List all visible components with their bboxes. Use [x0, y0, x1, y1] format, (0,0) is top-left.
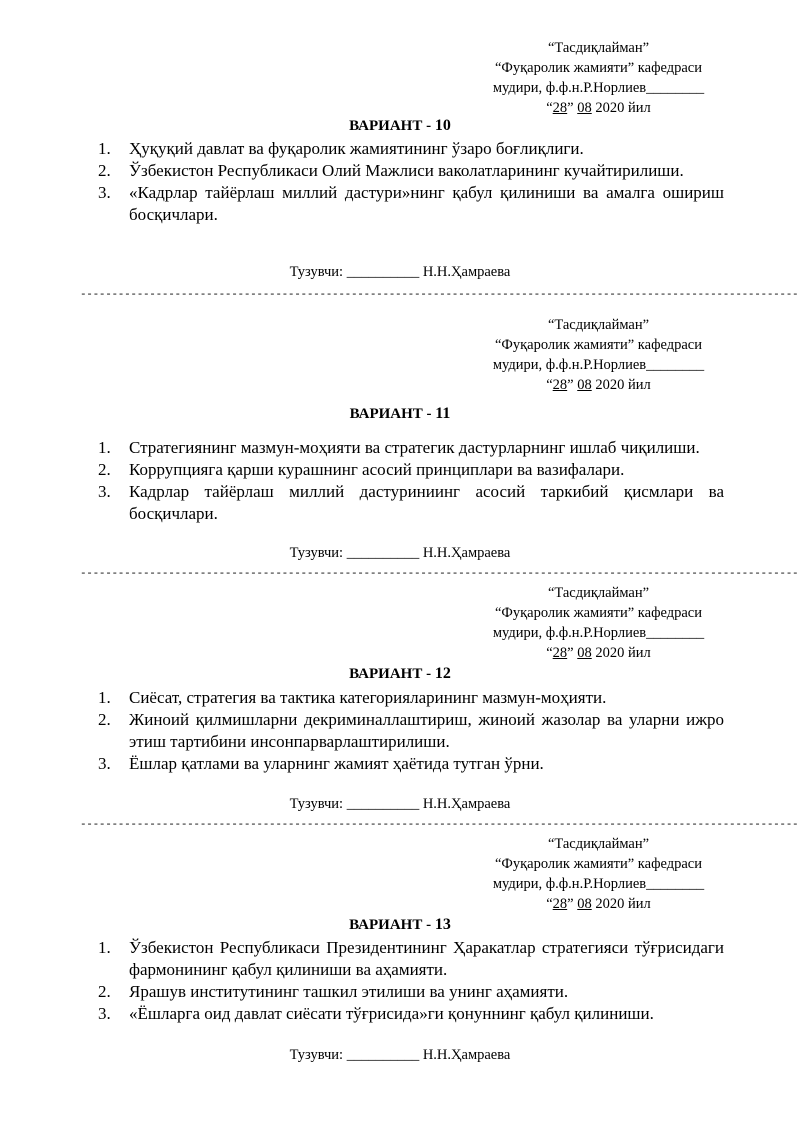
- approval-date: “28” 08 2020 йил: [546, 896, 651, 912]
- question-item: 3. Кадрлар тайёрлаш миллий дастуриниинг асосий таркибий қисмлари ва босқичлари.: [98, 482, 724, 523]
- question-item: 2. Ўзбекистон Республикаси Олий Мажлиси ваколатларининг кучайтирилиши.: [98, 161, 684, 180]
- approval-date-month: 08: [577, 377, 592, 393]
- variant-heading: ВАРИАНТ - 10: [349, 117, 451, 134]
- approval-line-2: “Фуқаролик жамияти” кафедраси: [495, 856, 702, 872]
- question-list: [98, 687, 724, 775]
- question-item: 2. Коррупцияга қарши курашнинг асосий принциплари ва вазифалари.: [98, 460, 625, 479]
- compiler-signature: Тузувчи: __________ Н.Н.Ҳамраева: [289, 545, 511, 561]
- approval-date-month: 08: [577, 896, 592, 912]
- approval-date-month: 08: [577, 100, 592, 116]
- approval-line-3: мудири, ф.ф.н.Р.Норлиев________: [492, 625, 705, 641]
- question-list: [98, 138, 724, 226]
- variant-heading: ВАРИАНТ - 12: [349, 665, 451, 682]
- approval-date-day: 28: [552, 645, 568, 661]
- approval-line-1: “Тасдиқлайман”: [547, 836, 650, 852]
- question-item: 2. Ярашув институтининг ташкил этилиши ва унинг аҳамияти.: [98, 982, 569, 1001]
- approval-line-3: мудири, ф.ф.н.Р.Норлиев________: [492, 357, 705, 373]
- approval-line-1: “Тасдиқлайман”: [547, 40, 650, 56]
- approval-date-month: 08: [577, 645, 592, 661]
- separator-line: ------------------------------------------------------------------------------------------------------------------: [80, 819, 799, 831]
- compiler-signature: Тузувчи: __________ Н.Н.Ҳамраева: [289, 264, 511, 280]
- approval-stamp: [476, 315, 721, 395]
- variant-number: 12: [434, 665, 451, 682]
- approval-date: “28” 08 2020 йил: [546, 377, 651, 393]
- variant-number: 13: [434, 916, 451, 933]
- variant-number: 10: [434, 117, 451, 134]
- question-item: 1. Ҳуқуқий давлат ва фуқаролик жамиятининг ўзаро боғлиқлиги.: [98, 139, 584, 158]
- separator-line: ------------------------------------------------------------------------------------------------------------------: [80, 568, 799, 580]
- approval-stamp: [476, 583, 721, 663]
- approval-date-day: 28: [552, 377, 568, 393]
- approval-date: “28” 08 2020 йил: [546, 645, 651, 661]
- compiler-signature: Тузувчи: __________ Н.Н.Ҳамраева: [289, 796, 511, 812]
- question-list: [98, 937, 724, 1025]
- approval-date-day: 28: [552, 100, 568, 116]
- variant-heading: ВАРИАНТ - 11: [349, 405, 451, 422]
- question-item: 3. Ёшлар қатлами ва уларнинг жамият ҳаётида тутган ўрни.: [98, 754, 544, 773]
- approval-line-2: “Фуқаролик жамияти” кафедраси: [495, 60, 702, 76]
- approval-date-day: 28: [552, 896, 568, 912]
- approval-line-1: “Тасдиқлайман”: [547, 585, 650, 601]
- question-list: [98, 437, 724, 525]
- separator-line: ------------------------------------------------------------------------------------------------------------------: [80, 289, 799, 301]
- question-item: 1. Сиёсат, стратегия ва тактика категорияларининг мазмун-моҳияти.: [98, 688, 607, 707]
- approval-stamp: [476, 38, 721, 118]
- question-item: 3. «Ёшларга оид давлат сиёсати тўғрисида»ги қонуннинг қабул қилиниши.: [98, 1004, 654, 1023]
- approval-line-2: “Фуқаролик жамияти” кафедраси: [495, 605, 702, 621]
- approval-line-3: мудири, ф.ф.н.Р.Норлиев________: [492, 876, 705, 892]
- approval-date: “28” 08 2020 йил: [546, 100, 651, 116]
- variant-heading: ВАРИАНТ - 13: [349, 916, 451, 933]
- variant-number: 11: [435, 405, 451, 422]
- approval-stamp: [476, 834, 721, 914]
- approval-line-2: “Фуқаролик жамияти” кафедраси: [495, 337, 702, 353]
- compiler-signature: Тузувчи: __________ Н.Н.Ҳамраева: [289, 1047, 511, 1063]
- question-item: 1. Стратегиянинг мазмун-моҳияти ва стратегик дастурларнинг ишлаб чиқилиши.: [98, 438, 700, 457]
- approval-line-3: мудири, ф.ф.н.Р.Норлиев________: [492, 80, 705, 96]
- question-item: 1. Ўзбекистон Республикаси Президентининг Ҳаракатлар стратегияси тўғрисидаги фармонининг қабул қилиниши ва аҳамияти.: [98, 938, 724, 979]
- question-item: 3. «Кадрлар тайёрлаш миллий дастури»нинг қабул қилиниши ва амалга ошириш босқичлари.: [98, 183, 724, 224]
- question-item: 2. Жиноий қилмишларни декриминаллаштириш, жиноий жазолар ва уларни ижро этиш тартибини инсонпарварлаштирилиши.: [98, 710, 724, 751]
- approval-line-1: “Тасдиқлайман”: [547, 317, 650, 333]
